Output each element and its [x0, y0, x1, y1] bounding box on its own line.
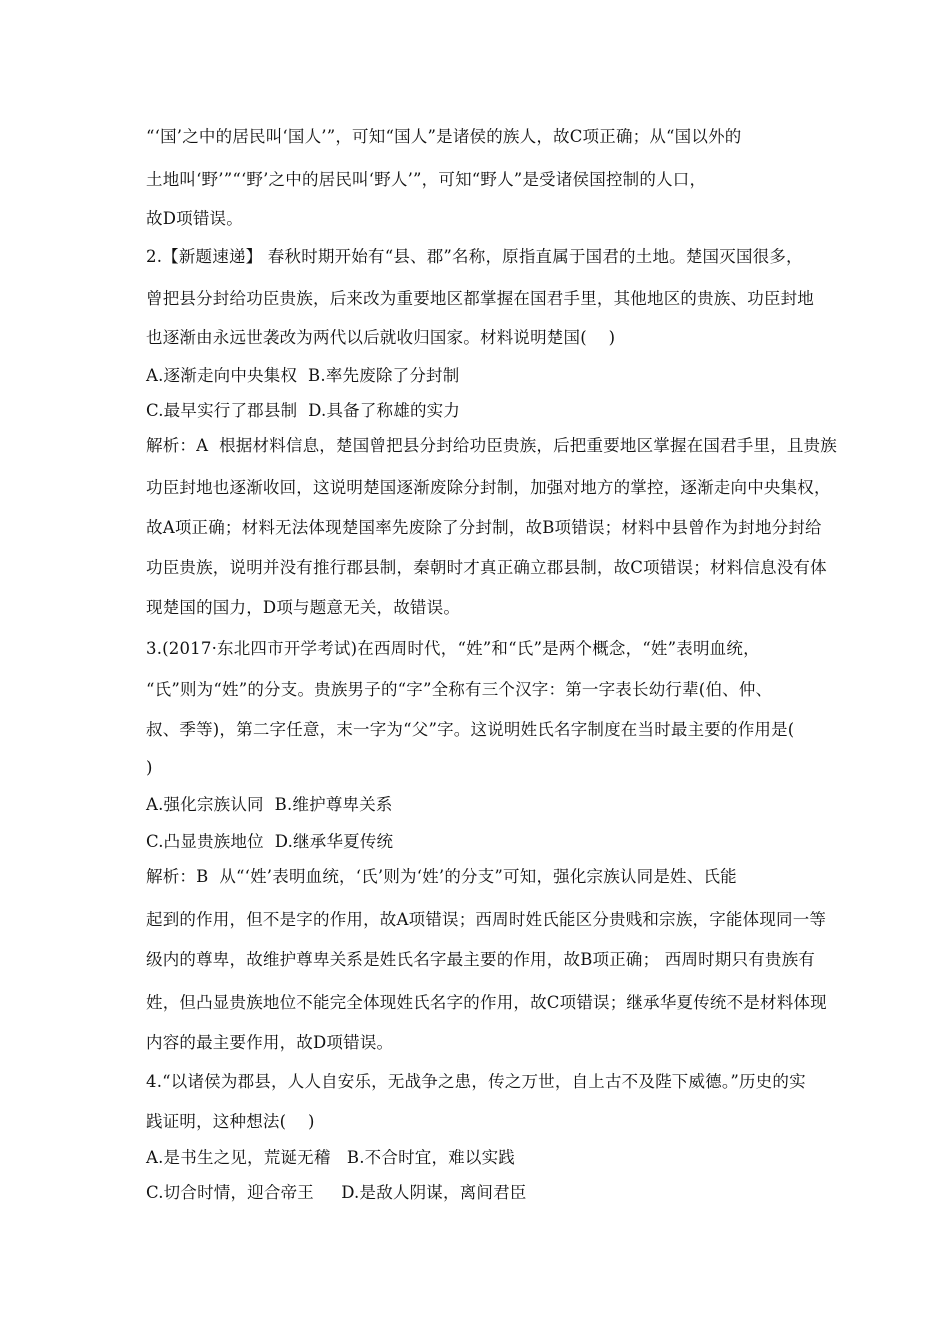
- text-line: 起到的作用，但不是字的作用，故A项错误；西周时姓氏能区分贵贱和宗族，字能体现同一等: [146, 910, 827, 929]
- text-line: “‘国’之中的居民叫‘国人’”，可知“国人”是诸侯的族人，故C项正确；从“国以外的: [146, 127, 742, 146]
- text-line: ): [146, 758, 153, 777]
- text-line: 土地叫‘野’”“‘野’之中的居民叫‘野人’”，可知“野人”是受诸侯国控制的人口，: [146, 170, 707, 189]
- options-a-b: A.是书生之见，荒诞无稽 B.不合时宜，难以实践: [146, 1148, 515, 1167]
- text-line: 功臣封地也逐渐收回，这说明楚国逐渐废除分封制，加强对地方的掌控，逐渐走向中央集权，: [146, 478, 831, 497]
- text-line: 级内的尊卑，故维护尊卑关系是姓氏名字最主要的作用，故B项正确； 西周时期只有贵族有: [146, 950, 816, 969]
- question-4-stem: 4.“以诸侯为郡县，人人自安乐，无战争之患，传之万世，自上古不及陛下威德。”历史的实: [146, 1072, 806, 1091]
- options-a-b: A.强化宗族认同 B.维护尊卑关系: [146, 795, 393, 814]
- text-line: 故D项错误。: [146, 209, 243, 228]
- text-line: 曾把县分封给功臣贵族，后来改为重要地区都掌握在国君手里，其他地区的贵族、功臣封地: [146, 289, 814, 308]
- question-2-stem: 2.【新题速递】 春秋时期开始有“县、郡”名称，原指直属于国君的土地。楚国灭国很多，: [146, 247, 803, 266]
- analysis-2: 解析：A 根据材料信息，楚国曾把县分封给功臣贵族，后把重要地区掌握在国君手里，且贵族: [146, 436, 838, 455]
- text-line: 叔、季等)，第二字任意，末一字为“父”字。这说明姓氏名字制度在当时最主要的作用是(: [146, 720, 795, 739]
- options-c-d: C.凸显贵族地位 D.继承华夏传统: [146, 832, 394, 851]
- options-c-d: C.最早实行了郡县制 D.具备了称雄的实力: [146, 401, 461, 420]
- text-line: 现楚国的国力，D项与题意无关，故错误。: [146, 598, 461, 617]
- text-line: 践证明，这种想法( ): [146, 1112, 315, 1131]
- text-line: 功臣贵族，说明并没有推行郡县制，秦朝时才真正确立郡县制，故C项错误；材料信息没有体: [146, 558, 827, 577]
- text-line: 内容的最主要作用，故D项错误。: [146, 1033, 394, 1052]
- text-line: 也逐渐由永远世袭改为两代以后就收归国家。材料说明楚国( ): [146, 328, 616, 347]
- text-line: “氏”则为“姓”的分支。贵族男子的“字”全称有三个汉字：第一字表长幼行辈(伯、仲、: [146, 680, 773, 699]
- options-c-d: C.切合时情，迎合帝王 D.是敌人阴谋，离间君臣: [146, 1183, 527, 1202]
- text-line: 故A项正确；材料无法体现楚国率先废除了分封制，故B项错误；材料中县曾作为封地分封给: [146, 518, 822, 537]
- analysis-3: 解析：B 从“‘姓’表明血统，‘氏’则为‘姓’的分支”可知，强化宗族认同是姓、氏能: [146, 867, 737, 886]
- text-line: 姓，但凸显贵族地位不能完全体现姓氏名字的作用，故C项错误；继承华夏传统不是材料体现: [146, 993, 827, 1012]
- options-a-b: A.逐渐走向中央集权 B.率先废除了分封制: [146, 366, 460, 385]
- question-3-stem: 3.(2017·东北四市开学考试)在西周时代，“姓”和“氏”是两个概念，“姓”表明血统，: [146, 639, 760, 658]
